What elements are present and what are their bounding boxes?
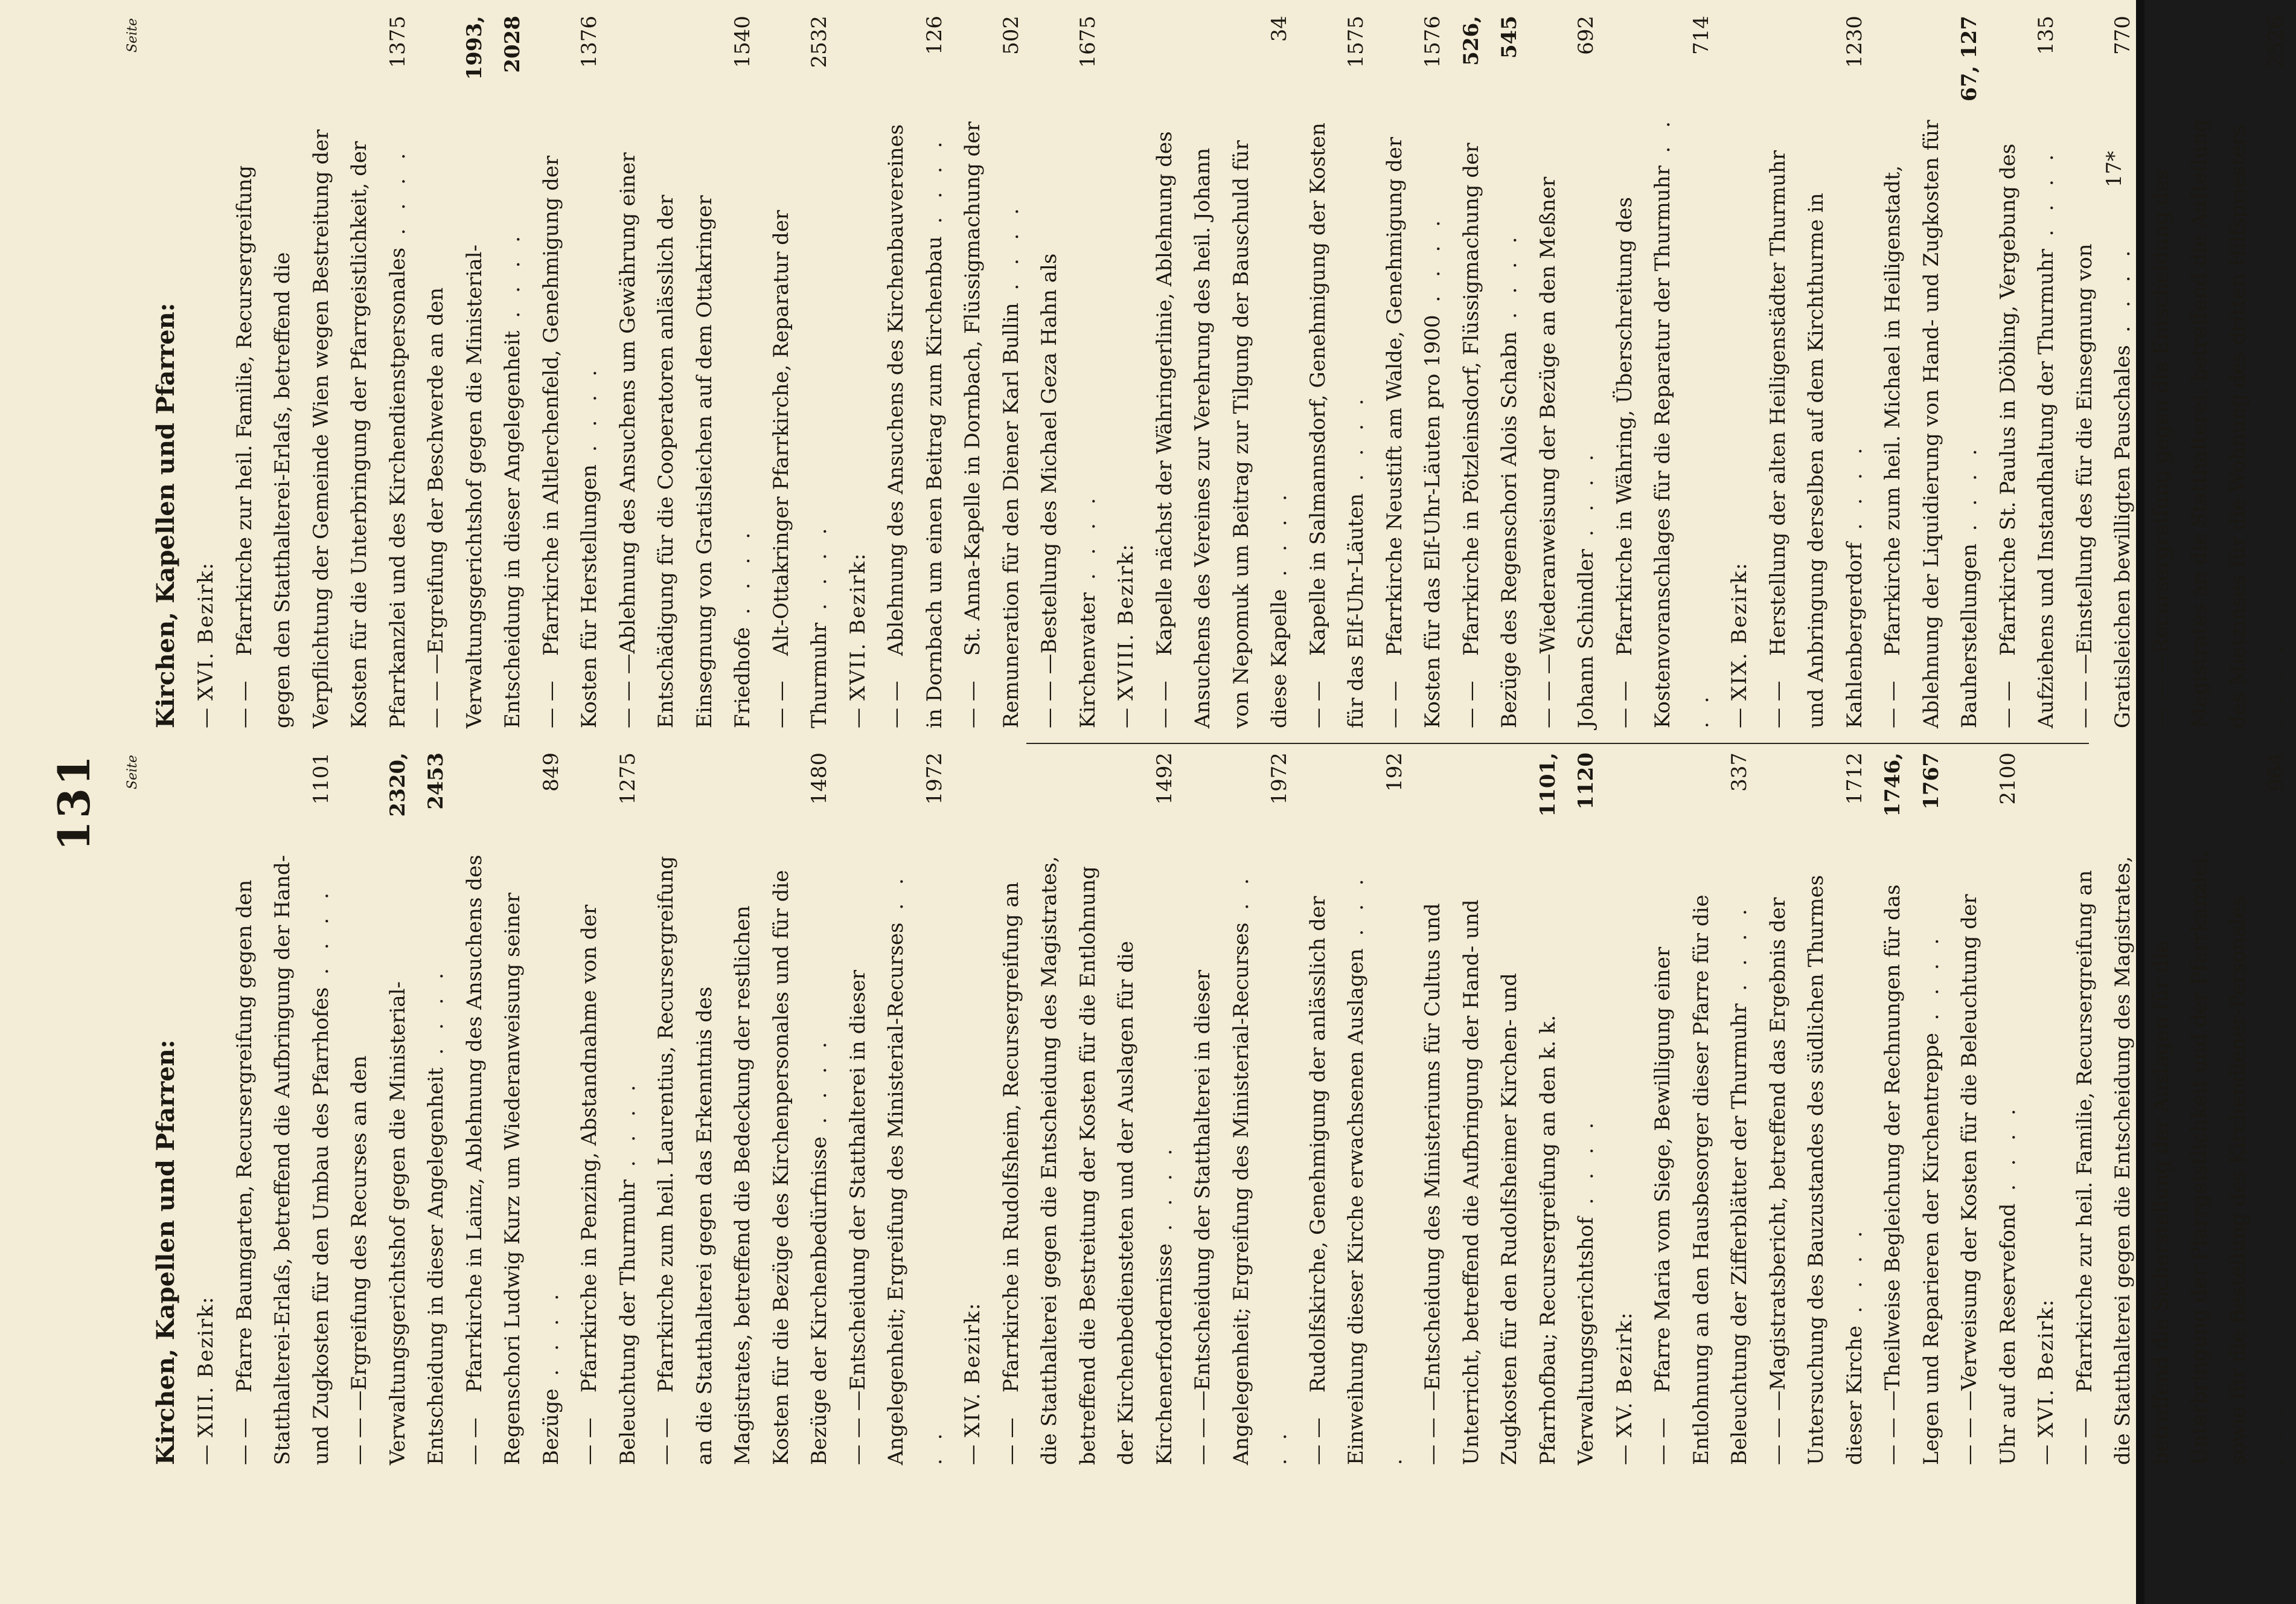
index-entry	[1299, 752, 1415, 1465]
leader-dots: . . . .	[309, 887, 333, 987]
leader-dots: . . . .	[1344, 393, 1368, 493]
entry-dashes: — — —	[1765, 1390, 1790, 1465]
entry-page-ref: 135	[2034, 16, 2058, 55]
leader-dots: . . . .	[2264, 640, 2288, 728]
leader-dots: . . . .	[999, 202, 1023, 303]
bezirk-heading	[1606, 752, 1645, 1465]
bezirk-dash: —	[1727, 707, 1751, 728]
entry-dashes: — — —	[1535, 653, 1560, 728]
entry-dashes: — —	[539, 681, 563, 728]
index-entry	[226, 16, 418, 728]
index-entry	[609, 16, 763, 728]
index-entry	[877, 16, 954, 728]
entry-page-ref: 964	[2264, 752, 2288, 792]
leader-dots: . . . .	[2111, 244, 2135, 345]
entry-page-ref: 2100	[1995, 752, 2020, 805]
leader-dots: . . . .	[1574, 1116, 1598, 1217]
entry-page-ref: 692	[1574, 16, 1598, 55]
entry-dashes: — — —	[845, 1390, 870, 1465]
bezirk-label: XIV. Bezirk:	[961, 1301, 985, 1437]
bezirk-heading	[839, 16, 878, 728]
leader-dots: . . . .	[1075, 492, 1100, 592]
entry-dashes: — —	[2072, 1417, 2097, 1465]
bezirk-heading	[187, 752, 226, 1465]
entry-dashes: — —	[654, 1417, 678, 1465]
entry-dashes: — — —	[1191, 1390, 1215, 1465]
entry-dashes: — —	[462, 1417, 487, 1465]
right-column-heading: Kirchen, Kapellen und Pfarren:	[152, 303, 180, 728]
entry-dashes: — — —	[2149, 653, 2173, 728]
page-number: 131	[48, 752, 100, 852]
index-entry	[1146, 16, 1299, 728]
entry-page-ref: 1101, 1120	[1535, 752, 1598, 817]
bezirk-dash: —	[194, 707, 218, 728]
index-entry	[1184, 752, 1299, 1465]
leader-dots: . . . .	[1957, 443, 1981, 544]
entry-text: Pfarrkirche zur heil. Familie, Recursergreifung gegen den Statthalterei-Erlaſs, betreffend die Verpflichtung der Gemeinde Wien wegen Bestreitung der Kosten für die Unterbringung der Pfarrgeistlichkeit, der Pfarrkanzlei und des Kirchendienstpersonales	[232, 129, 410, 728]
leader-dots: . . . .	[1995, 1103, 2020, 1204]
leader-dots: . . . .	[1651, 115, 1713, 728]
bezirk-dash: —	[845, 707, 870, 728]
entry-text: Pfarrkirche in Altlerchenfeld, Genehmigung der Kosten für Herstellungen	[539, 155, 601, 728]
entry-dashes: — —	[1612, 681, 1637, 728]
leader-dots: . . . .	[731, 526, 755, 627]
entry-dashes: — —	[1382, 681, 1407, 728]
leader-dots: . . . .	[500, 229, 525, 331]
entry-dashes: — — —	[424, 653, 448, 728]
entry-dashes: — — —	[1957, 1390, 1981, 1465]
seite-label-right: Seite	[125, 18, 140, 53]
entry-dashes: — — —	[347, 1390, 371, 1465]
leader-dots: . . . .	[1727, 903, 1751, 1004]
leader-dots: . . . .	[1152, 1143, 1177, 1243]
entry-dashes: — —	[1881, 681, 1905, 728]
entry-page-ref: 526, 545	[1459, 16, 1521, 66]
entry-text: St. Anna-Kapelle in Dornbach, Flüssigmachung der Remuneration für den Diener Karl Bullin	[961, 121, 1023, 728]
entry-page-ref: 1972	[1267, 752, 1291, 805]
entry-dashes: — —	[577, 1417, 601, 1465]
entry-page-ref: 337	[1727, 752, 1751, 792]
entry-dashes: — — —	[615, 653, 640, 728]
index-entry	[1376, 16, 1453, 728]
index-entry	[1759, 16, 1875, 728]
bezirk-heading	[1107, 16, 1146, 728]
leader-dots: . . . .	[1421, 214, 1445, 315]
leader-dots: . . . .	[2225, 870, 2288, 1465]
leader-dots: . . . .	[1574, 448, 1598, 550]
entry-text: Bestellung des Michael Geza Hahn als Kirchenvater	[1037, 253, 1100, 728]
leader-dots: . . . .	[922, 135, 947, 237]
leader-dots: . . . .	[807, 522, 831, 623]
index-entry	[1874, 16, 1989, 728]
index-entry	[1759, 752, 1875, 1465]
entry-page-ref: 1275	[615, 752, 640, 805]
entry-dashes: — —	[1995, 681, 2020, 728]
entry-dashes: — —	[884, 681, 908, 728]
entry-dashes: — — —	[1037, 653, 1061, 728]
entry-page-ref: 1480	[807, 752, 831, 805]
leader-dots: . . . .	[1497, 231, 1521, 332]
entry-dashes: — —	[769, 681, 793, 728]
entry-page-ref: 1101	[309, 752, 333, 805]
entry-page-ref: 1712	[1842, 752, 1867, 805]
entry-dashes: — —	[1152, 681, 1177, 728]
leader-dots: . . . .	[424, 966, 448, 1068]
entry-page-ref: 502	[999, 16, 1023, 55]
entry-text: Pfarre Baumgarten, Recursergreifung gegen den Statthalterei-Erlaſs, betreffend die Aufbringung der Hand- und Zugkosten für den Umbau des Pfarrhofes	[232, 855, 333, 1465]
entry-page-ref: 1675	[1075, 16, 1100, 68]
entry-text: Pfarrkirche in Pötzleinsdorf, Flüssigmachung der Bezüge des Regenschori Alois Schabn	[1459, 143, 1521, 728]
entry-text: Pfarrkirche zum heil. Michael in Heiligenstadt, Ablehnung der Liquidierung von Hand- und Zugkosten für Bauherstellungen	[1881, 120, 1981, 728]
entry-text: Recursergreifung gegen die Entscheidung des Magistrates an die Statthalterei, betreffend die Aufteilung des Mietzinses für die Wohnung des dritten Hilfspriesters	[2149, 119, 2250, 728]
entry-text: Pfarrkirche St. Paulus in Döbling, Vergebung des Aufziehens und Instandhaltung der Thurmuhr	[1995, 143, 2058, 728]
leader-dots: . . . .	[1229, 872, 1291, 1465]
index-entry	[1414, 752, 1606, 1465]
entry-dashes: — — —	[1881, 1390, 1905, 1465]
bezirk-label: XVI. Bezirk:	[194, 561, 218, 701]
entry-page-ref: 126	[922, 16, 947, 55]
entry-text: Theilweise Begleichung der Rechnungen für das Legen und Reparieren der Kirchentreppe	[1881, 884, 1943, 1465]
bezirk-heading	[2027, 752, 2066, 1465]
index-entry	[2143, 16, 2296, 728]
entry-text: Einstellung des für die Einsegnung von Gratisleichen bewilligten Pauschales	[2072, 243, 2135, 728]
index-entry	[2066, 752, 2296, 1465]
seite-label-left: Seite	[125, 755, 140, 789]
column-divider	[1026, 743, 2089, 744]
entry-page-ref: 1576	[1421, 16, 1445, 68]
index-entry	[1644, 752, 1759, 1465]
entry-text: Pfarre Maria vom Siege, Bewilligung einer Entlohnung an den Hausbesorger dieser Pfarre für die Beleuchtung der Zifferblätter der Thurmuhr	[1651, 894, 1751, 1465]
entry-page-ref: 1492	[1152, 752, 1177, 805]
entry-text: Pfarrkirche zum heil. Laurentius, Recursergreifung an die Statthalterei gegen das Erkenntnis des Magistrates, betreffend die Bedeckung der restlichen Kosten für die Bezüge des Kirchenpersonales und für die Bezüge der Kirchenbedürfnisse	[654, 856, 831, 1465]
entry-page-ref: 2532	[807, 16, 831, 68]
entry-page-ref: 1972	[922, 752, 947, 805]
leader-dots: . . . .	[1344, 873, 1407, 1465]
left-column	[121, 752, 2288, 1465]
bezirk-dash: —	[1114, 707, 1138, 728]
bezirk-heading	[187, 16, 226, 728]
index-entry	[993, 752, 1185, 1465]
entry-text: Pfarrkirche Neustift am Walde, Genehmigung der Kosten für das Elf-Uhr-Läuten pro 1900	[1382, 136, 1445, 728]
entry-text: Ablehnung des Ansuchens des Kirchenbauvereines in Dornbach um einen Beitrag zum Kirchenbau	[884, 124, 947, 728]
index-entry	[1951, 752, 2027, 1465]
leader-dots: . . . .	[385, 147, 410, 248]
entry-text: Pfarrkirche zur heil. Familie, Recursergreifung an die Statthalterei gegen die Entscheidung des Magistrates, betreffend die Sicherstellung der Auslagen für die Unterbringung der Pfarrgeistlichkeit und der Pfarrkanzlei, sowie für die Bestellung des Kirchendiener-Personales	[2072, 851, 2250, 1465]
leader-dots: . . . .	[1842, 441, 1867, 543]
index-entry	[1874, 752, 1951, 1465]
signature-mark: 17*	[2102, 151, 2126, 188]
bezirk-heading	[954, 752, 993, 1465]
index-entry	[571, 752, 647, 1465]
entry-dashes: — — —	[1421, 1390, 1445, 1465]
leader-dots: . . . .	[807, 1036, 831, 1137]
index-entry	[417, 16, 532, 728]
leader-dots: . . . .	[1267, 488, 1291, 589]
leader-dots: . . . .	[615, 1079, 640, 1180]
entry-page-ref: 1230	[1842, 16, 1867, 68]
bezirk-label: XVII. Bezirk:	[845, 552, 870, 701]
entry-text: Entscheidung des Ministeriums für Cultus und Unterricht, betreffend die Aufbringung der Hand- und Zugkosten für den Rudolfsheimer Kirchen- und Pfarrhofbau; Recursergreifung an den k. k. Verwaltungsgerichtshof	[1421, 899, 1598, 1465]
entry-page-ref: 714	[1689, 16, 1713, 55]
entry-text: Wiederanweisung der Bezüge an den Meßner Johann Schindler	[1535, 176, 1598, 728]
entry-dashes: — —	[961, 681, 985, 728]
index-entry	[341, 752, 456, 1465]
bezirk-dash: —	[194, 1443, 218, 1465]
leader-dots: . . . .	[1919, 932, 1943, 1033]
entry-page-ref: 1375	[385, 16, 410, 68]
leader-dots: . . . .	[884, 872, 947, 1465]
bezirk-label: XVIII. Bezirk:	[1114, 543, 1138, 701]
left-sections	[187, 752, 2296, 1465]
entry-dashes: — —	[1765, 681, 1790, 728]
entry-page-ref: 2526	[2264, 16, 2288, 68]
index-entry	[2066, 16, 2143, 728]
entry-text: Verweisung der Kosten für die Beleuchtung der Uhr auf den Reservefond	[1957, 894, 2020, 1465]
entry-text: Pfarrkirche in Penzing, Abstandnahme von der Beleuchtung der Thurmuhr	[577, 905, 640, 1465]
entry-page-ref: 192	[1382, 752, 1407, 792]
entry-page-ref: 67, 127	[1957, 16, 1981, 101]
leader-dots: . . . .	[1842, 1225, 1867, 1326]
entry-text: Rudolfskirche, Genehmigung der anlässlich der Einweihung dieser Kirche erwachsenen Auslagen	[1305, 896, 1368, 1465]
index-entry	[1031, 16, 1107, 728]
bezirk-dash: —	[961, 1443, 985, 1465]
index-entry	[1299, 16, 1376, 728]
entry-page-ref: 770	[2111, 16, 2135, 55]
index-entry	[456, 752, 571, 1465]
entry-dashes: — — —	[2072, 653, 2097, 728]
entry-text: Kapelle nächst der Währingerlinie, Ablehnung des Ansuchens des Vereines zur Verehrung des heil. Johann von Nepomuk um Beitrag zur Tilgung der Bauschuld für diese Kapelle	[1152, 131, 1291, 728]
leader-dots: . . . .	[577, 364, 601, 464]
entry-text: Ablehnung des Ansuchens um Gewährung einer Entschädigung für die Cooperatoren anlässlich der Einsegnung von Gratisleichen auf dem Ottakringer Friedhofe	[615, 152, 755, 728]
leader-dots: . . . .	[2034, 148, 2058, 249]
bezirk-label: XIX. Bezirk:	[1727, 562, 1751, 701]
entry-page-ref: 1993, 2028	[462, 16, 525, 80]
index-entry	[647, 752, 839, 1465]
bezirk-heading	[1721, 16, 1759, 728]
index-entry	[763, 16, 839, 728]
entry-page-ref: 1575	[1344, 16, 1368, 68]
right-sections	[187, 16, 2296, 728]
entry-page-ref: 1376	[577, 16, 601, 68]
index-entry	[226, 752, 341, 1465]
bezirk-label: XVI. Bezirk:	[2034, 1298, 2058, 1437]
entry-dashes: — —	[232, 681, 257, 728]
entry-text: Entscheidung der Statthalterei in dieser Angelegenheit; Ergreifung des Ministerial-Recurses	[845, 922, 908, 1465]
entry-page-ref: 849	[539, 752, 563, 792]
entry-text: Magistratsbericht, betreffend das Ergebnis der Untersuchung des Bauzustandes des südlichen Thurmes dieser Kirche	[1765, 874, 1867, 1465]
index-entry	[1453, 16, 1529, 728]
index-entry	[839, 752, 955, 1465]
entry-text: Pfarrkirche in Lainz, Ablehnung des Ansuchens des Regenschori Ludwig Kurz um Wiederanweisung seiner Bezüge	[462, 855, 563, 1465]
bezirk-dash: —	[2034, 1443, 2058, 1465]
bezirk-label: XIII. Bezirk:	[194, 1295, 218, 1437]
entry-dashes: — —	[1305, 1417, 1330, 1465]
index-entry	[1989, 16, 2066, 728]
entry-text: Entscheidung der Statthalterei in dieser Angelegenheit; Ergreifung des Ministerial-Recurses	[1191, 922, 1253, 1465]
entry-dashes: — —	[1651, 1417, 1675, 1465]
index-entry	[532, 16, 609, 728]
entry-dashes: — —	[1459, 681, 1483, 728]
index-entry	[1529, 16, 1606, 728]
entry-dashes: — —	[232, 1417, 257, 1465]
left-column-heading: Kirchen, Kapellen und Pfarren:	[152, 1039, 180, 1465]
entry-text: Pfarrkirche in Rudolfsheim, Recursergreifung an die Statthalterei gegen die Entscheidung des Magistrates, betreffend die Bestreitung der Kosten für die Entlohnung der Kirchenbediensteten und der Auslagen für die Kirchenerfordernisse	[999, 856, 1177, 1465]
entry-page-ref: 1746, 1767	[1881, 752, 1943, 817]
entry-text: Pfarrkirche in Währing, Überschreitung des Kostenvoranschlages für die Reparatur der Thurmuhr	[1612, 165, 1675, 728]
entry-dashes: — —	[999, 1417, 1023, 1465]
entry-text: Herstellung der alten Heiligenstädter Thurmuhr und Anbringung derselben auf dem Kirchthurme in Kahlenbergerdorf	[1765, 150, 1867, 728]
leader-dots: . . . .	[539, 1288, 563, 1389]
entry-text: Ergreifung der Beschwerde an den Verwaltungsgerichtshof gegen die Ministerial-Entscheidung in dieser Angelegenheit	[424, 244, 525, 728]
entry-text: Ergreifung des Recurses an den Verwaltungsgerichtshof gegen die Ministerial-Entscheidung in dieser Angelegenheit	[347, 981, 448, 1465]
entry-text: Alt-Ottakringer Pfarrkirche, Reparatur der Thurmuhr	[769, 210, 831, 728]
entry-text: Kapelle in Salmannsdorf, Genehmigung der Kosten für das Elf-Uhr-Läuten	[1305, 123, 1368, 728]
entry-page-ref: 1540	[731, 16, 755, 68]
bezirk-dash: —	[1612, 1443, 1637, 1465]
bezirk-label: XV. Bezirk:	[1612, 1311, 1637, 1437]
entry-page-ref: 2320, 2453	[385, 752, 448, 817]
entry-page-ref: 34	[1267, 16, 1291, 42]
entry-dashes: — —	[1305, 681, 1330, 728]
index-entry	[1606, 16, 1721, 728]
index-entry	[954, 16, 1031, 728]
